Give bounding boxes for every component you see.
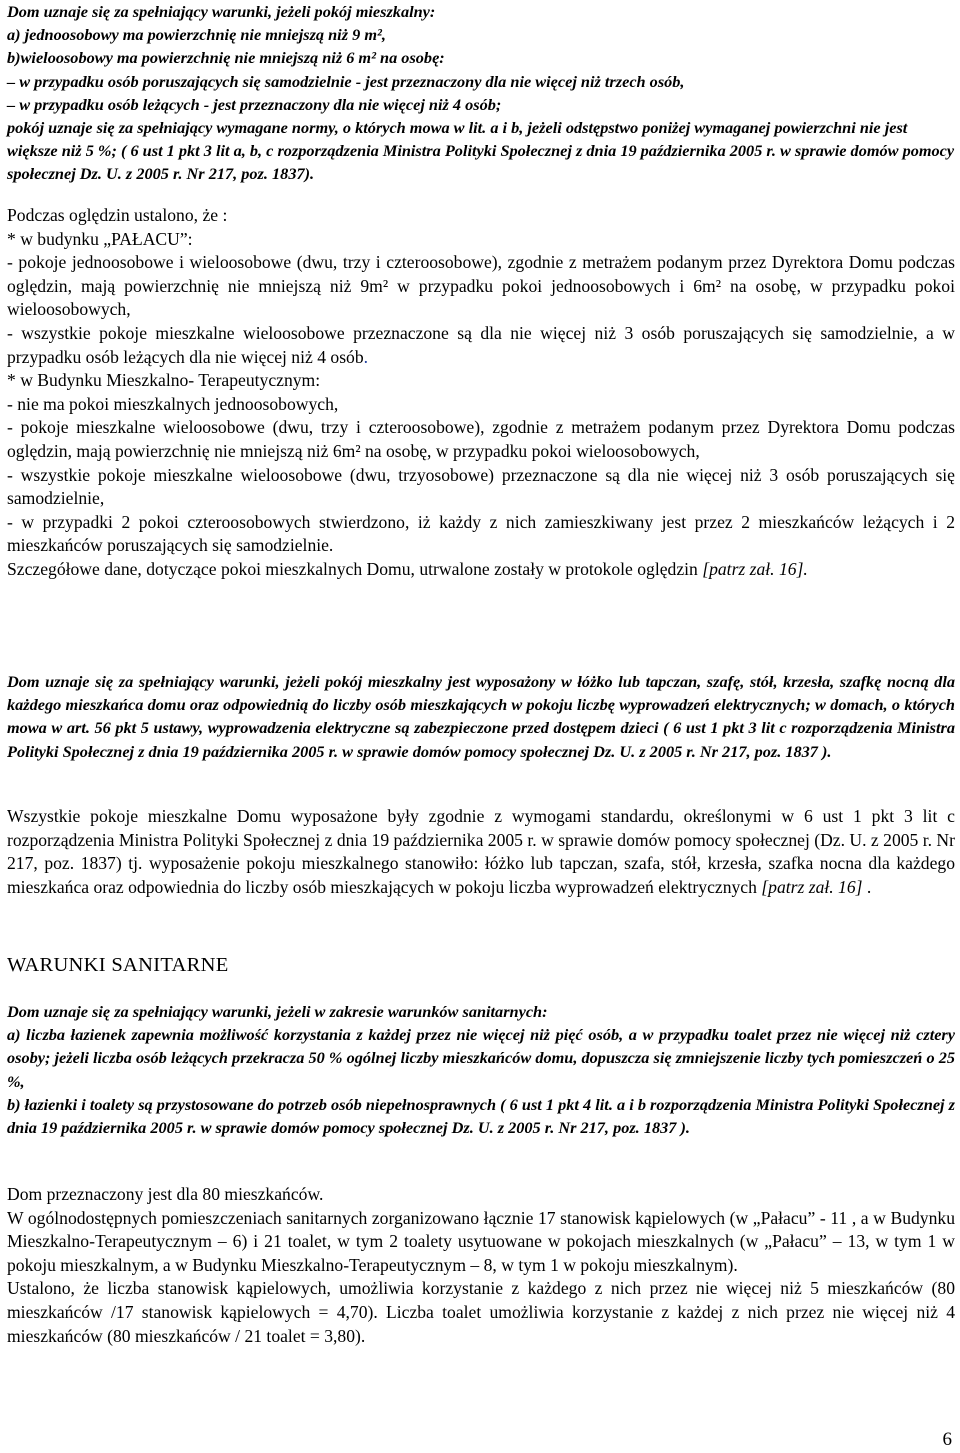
page-number: 6 <box>942 1429 952 1450</box>
requirement-rooms <box>7 0 955 186</box>
palace-item-end: . <box>363 346 369 367</box>
therapy-heading: * w Budynku Mieszkalno- Terapeutycznym: <box>7 370 321 391</box>
inspection-findings <box>7 204 955 582</box>
facilities-text: W ogólnodostępnych pomieszczeniach sanitarnych zorganizowano łącznie 17 stanowisk kąpielowych (w „Pałacu” - 11 , a w Budynku Mieszkalno-Terapeutycznym – 6) i 21 toalet, w tym 2 toalety usytuowane w pokojach mieszkalnych (w „Pałacu” – 13, w tym 1 w pokoju mieszkalnym, a w Budynku Mieszkalno-Terapeutycznym – 8, w tym 1 w pokoju mieszkalnym). <box>7 1207 955 1275</box>
attachment-ref: [patrz zał. 16] <box>761 876 863 897</box>
requirement-furniture <box>7 670 955 763</box>
req-line: Dom uznaje się za spełniający warunki, jeżeli pokój mieszkalny: <box>7 2 436 21</box>
furniture-finding <box>7 805 955 899</box>
req-furniture-text: Dom uznaje się za spełniający warunki, jeżeli pokój mieszkalny jest wyposażony w łóżko lub tapczan, szafę, stół, krzesła, szafkę nocną dla każdego mieszkańca domu oraz odpowiednią do liczby osób mieszkających w pokoju liczbę wyprowadzeń elektrycznych; w domach, o których mowa w art. 56 pkt 5 ustawy, wyprowadzenia elektryczne są zabezpieczone przed dostępem dzieci ( 6 ust 1 pkt 3 lit c rozporządzenia Ministra Polityki Społecznej z dnia 19 października 2005 r. w sprawie domów pomocy społecznej Dz. U. z 2005 r. Nr 217, poz. 1837 ). <box>7 672 955 761</box>
req-line: a) jednoosobowy ma powierzchnię nie mniejszą niż 9 m², <box>7 25 386 45</box>
details-text: Szczegółowe dane, dotyczące pokoi mieszkalnych Domu, utrwalone zostały w protokole oględzin <box>7 558 703 579</box>
capacity-text: Dom przeznaczony jest dla 80 mieszkańców. <box>7 1184 324 1204</box>
req-sanitary-b: b) łazienki i toalety są przystosowane do potrzeb osób niepełnosprawnych ( 6 ust 1 pkt 4 lit. a i b rozporządzenia Ministra Polityki Społecznej z dnia 19 października 2005 r. w sprawie domów pomocy społecznej Dz. U. z 2005 r. Nr 217, poz. 1837 ). <box>7 1094 955 1138</box>
palace-item <box>7 322 955 369</box>
req-paragraph: pokój uznaje się za spełniający wymagane normy, o których mowa w lit. a i b, jeżeli odstępstwo poniżej wymaganej powierzchni nie jest większe niż 5 %; ( 6 ust 1 pkt 3 lit a, b, c rozporządzenia Ministra Polityki Społecznej z dnia 19 października 2005 r. w sprawie domów pomocy społecznej Dz. U. z 2005 r. Nr 217, poz. 1837). <box>7 118 955 184</box>
req-line: b)wieloosobowy ma powierzchnię nie mniejszą niż 6 m² na osobę: <box>7 48 445 68</box>
req-sanitary-a: a) liczba łazienek zapewnia możliwość korzystania z każdej przez nie więcej niż pięć osób, a w przypadku toalet przez nie więcej niż cztery osoby; jeżeli liczba osób leżących przekracza 50 % ogólnej liczby mieszkańców domu, dopuszcza się zmniejszenie liczby tych pomieszczeń o 25 %, <box>7 1025 955 1091</box>
req-sanitary-intro: Dom uznaje się za spełniający warunki, jeżeli w zakresie warunków sanitarnych: <box>7 1002 548 1021</box>
furniture-finding-main: Wszystkie pokoje mieszkalne Domu wyposażone były zgodnie z wymogami standardu, określonymi w 6 ust 1 pkt 3 lit c rozporządzenia Ministra Polityki Społecznej z dnia 19 października 2005 r. w sprawie domów pomocy społecznej (Dz. U. z 2005 r. Nr 217, poz. 1837) tj. wyposażenie pokoju mieszkalnego stanowiło: łóżko lub tapczan, szafa, stół, krzesła, szafka nocna dla każdego mieszkańca oraz odpowiednia do liczby osób mieszkających w pokoju liczba wyprowadzeń elektrycznych <box>7 806 955 897</box>
section-heading: WARUNKI SANITARNE <box>7 954 229 976</box>
req-line: – w przypadku osób poruszających się samodzielnie - jest przeznaczony dla nie więcej niż trzech osób, <box>7 71 685 91</box>
attachment-ref: [patrz zał. 16]. <box>702 558 808 579</box>
ratio-text: Ustalono, że liczba stanowisk kąpielowych, umożliwia korzystanie z każdego z nich przez nie więcej niż 5 mieszkańców (80 mieszkańców /17 stanowisk kąpielowych = 4,70). Liczba toalet umożliwia korzystanie z każdej z nich przez nie więcej niż 4 mieszkańców (80 mieszkańców / 21 toalet = 3,80). <box>7 1278 955 1346</box>
palace-item: - pokoje jednoosobowe i wieloosobowe (dwu, trzy i czteroosobowe), zgodnie z metrażem podanym przez Dyrektora Domu podczas oględzin, mają powierzchnię nie mniejszą niż 9m² w przypadku pokoi jednoosobowych i 6m² na osobę, w przypadku pokoi wieloosobowych, <box>7 252 955 320</box>
req-line: – w przypadku osób leżących - jest przeznaczony dla nie więcej niż 4 osób; <box>7 94 502 114</box>
sanitary-findings <box>7 1183 955 1348</box>
requirement-sanitary <box>7 1000 955 1139</box>
furniture-finding-text <box>7 805 955 899</box>
palace-item-text: - wszystkie pokoje mieszkalne wieloosobowe przeznaczone są dla nie więcej niż 3 osób poruszających się samodzielnie, a w przypadku osób leżących dla nie więcej niż 4 osób <box>7 322 955 367</box>
palace-heading: * w budynku „PAŁACU”: <box>7 228 193 249</box>
furniture-finding-end: . <box>862 876 872 897</box>
therapy-item: - wszystkie pokoje mieszkalne wieloosobowe (dwu, trzyosobowe) przeznaczone są dla nie więcej niż 3 osób poruszających się samodzielnie, <box>7 464 955 509</box>
details-paragraph <box>7 558 955 582</box>
therapy-item: - pokoje mieszkalne wieloosobowe (dwu, trzy i czteroosobowe), zgodnie z metrażem podanym przez Dyrektora Domu podczas oględzin, mają powierzchnię nie mniejszą niż 6m² na osobę, w przypadku pokoi wieloosobowych, <box>7 417 955 461</box>
inspection-intro: Podczas oględzin ustalono, że : <box>7 205 228 225</box>
therapy-item: - nie ma pokoi mieszkalnych jednoosobowych, <box>7 393 339 414</box>
therapy-item: - w przypadki 2 pokoi czteroosobowych stwierdzono, iż każdy z nich zamieszkiwany jest przez 2 mieszkańców leżących i 2 mieszkańców poruszających się samodzielnie. <box>7 511 955 556</box>
